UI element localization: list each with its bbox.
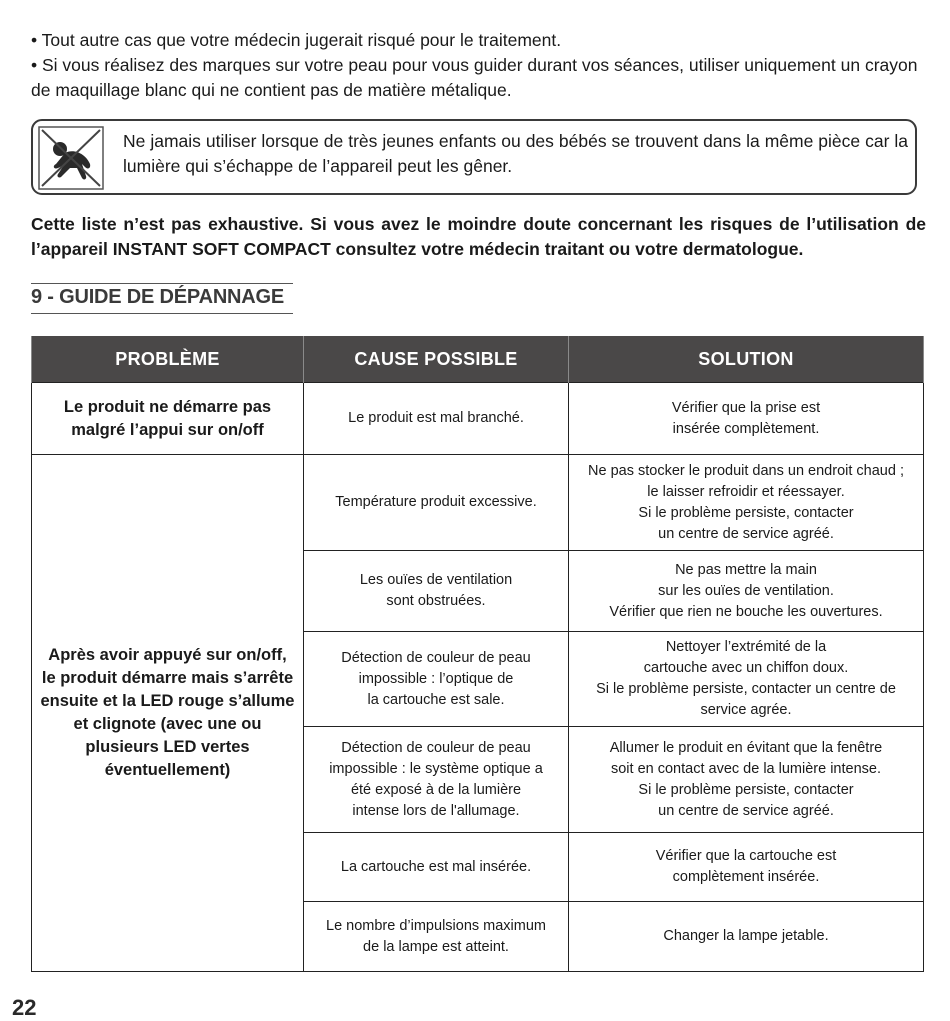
problem-line: malgré l’appui sur on/off: [71, 420, 264, 439]
header-cause: CAUSE POSSIBLE: [304, 336, 569, 383]
cause-line: sont obstruées.: [386, 593, 486, 609]
solution-line: Vérifier que la cartouche est: [655, 848, 837, 864]
disclaimer-notice: Cette liste n’est pas exhaustive. Si vous avez le moindre doute concernant les risques de l’utilisation de l’appareil INSTANT SOFT COMPACT consultez votre médecin traitant ou votre dermatologue.: [31, 214, 926, 259]
troubleshooting-table: [31, 336, 924, 972]
cause-line: impossible : l’optique de: [358, 670, 514, 687]
cause-cell: [304, 632, 569, 727]
cause-line: Température produit excessive.: [335, 494, 537, 510]
table-row: [32, 455, 924, 551]
solution-line: Vérifier que rien ne bouche les ouvertures.: [609, 603, 883, 620]
solution-cell: [569, 455, 924, 551]
problem-line: le produit démarre mais s’arrête: [41, 669, 294, 687]
table-row: [32, 383, 924, 455]
solution-line: Si le problème persiste, contacter: [638, 781, 854, 798]
solution-line: un centre de service agréé.: [658, 525, 834, 542]
cause-cell: [304, 551, 569, 632]
solution-line: Ne pas stocker le produit dans un endroit chaud ;: [588, 462, 904, 479]
solution-line: Vérifier que la prise est: [671, 399, 821, 416]
warning-box: [31, 119, 917, 195]
solution-line: Si le problème persiste, contacter un centre de: [596, 681, 896, 697]
problem-line: éventuellement): [104, 761, 231, 779]
warning-text: Ne jamais utiliser lorsque de très jeunes enfants ou des bébés se trouvent dans la même pièce car la lumière qui s’échappe de l’appareil peut les gêner.: [123, 131, 908, 176]
bullet-list: [31, 28, 926, 103]
cause-line: Le nombre d’impulsions maximum: [326, 917, 546, 934]
solution-line: un centre de service agréé.: [658, 802, 834, 819]
solution-line: le laisser refroidir et réessayer.: [647, 483, 845, 500]
table-header-row: [32, 336, 924, 383]
header-solution: SOLUTION: [569, 336, 924, 383]
cause-line: impossible : le système optique a: [329, 760, 543, 777]
solution-line: sur les ouïes de ventilation.: [658, 582, 834, 599]
solution-cell: [569, 551, 924, 632]
solution-line: soit en contact avec de la lumière intense.: [610, 760, 881, 777]
problem-cell: [32, 455, 304, 972]
bullet-item: • Tout autre cas que votre médecin jugerait risqué pour le traitement.: [31, 30, 562, 50]
cause-line: intense lors de l'allumage.: [352, 802, 520, 819]
cause-line: Détection de couleur de peau: [341, 739, 531, 756]
problem-line: plusieurs LED vertes: [85, 738, 250, 756]
cause-line: la cartouche est sale.: [367, 691, 505, 708]
solution-cell: [569, 902, 924, 972]
cause-line: La cartouche est mal insérée.: [340, 858, 532, 875]
problem-line: et clignote (avec une ou: [73, 715, 262, 733]
problem-cell: [32, 383, 304, 455]
cause-line: été exposé à de la lumière: [350, 781, 522, 798]
cause-cell: [304, 383, 569, 455]
header-problem: PROBLÈME: [32, 336, 304, 383]
section-title: 9 - GUIDE DE DÉPANNAGE: [31, 283, 293, 314]
cause-line: Les ouïes de ventilation: [359, 572, 513, 588]
solution-line: service agrée.: [700, 702, 792, 718]
bullet-item: • Si vous réalisez des marques sur votre peau pour vous guider durant vos séances, utiliser uniquement un crayon de maquillage blanc qui ne contient pas de matière métalique.: [31, 55, 918, 100]
solution-line: Changer la lampe jetable.: [663, 928, 829, 944]
problem-line: ensuite et la LED rouge s’allume: [40, 692, 295, 710]
solution-cell: [569, 727, 924, 833]
solution-line: complètement insérée.: [672, 869, 820, 885]
cause-line: Détection de couleur de peau: [341, 649, 531, 666]
cause-cell: [304, 727, 569, 833]
problem-line: Le produit ne démarre pas: [63, 397, 272, 416]
solution-cell: [569, 632, 924, 727]
crawling-baby-prohibited-icon: [38, 126, 104, 190]
solution-line: Allumer le produit en évitant que la fenêtre: [609, 739, 883, 756]
page-number: 22: [12, 995, 37, 1020]
solution-line: Nettoyer l’extrémité de la: [665, 639, 827, 655]
solution-cell: [569, 383, 924, 455]
cause-cell: [304, 455, 569, 551]
solution-line: Ne pas mettre la main: [675, 561, 817, 578]
solution-line: Si le problème persiste, contacter: [638, 504, 854, 521]
problem-line: Après avoir appuyé sur on/off,: [48, 646, 287, 664]
solution-line: cartouche avec un chiffon doux.: [643, 660, 849, 676]
solution-cell: [569, 833, 924, 902]
cause-line: de la lampe est atteint.: [363, 938, 509, 955]
solution-line: insérée complètement.: [672, 420, 820, 437]
cause-line: Le produit est mal branché.: [348, 410, 524, 426]
cause-cell: [304, 833, 569, 902]
cause-cell: [304, 902, 569, 972]
